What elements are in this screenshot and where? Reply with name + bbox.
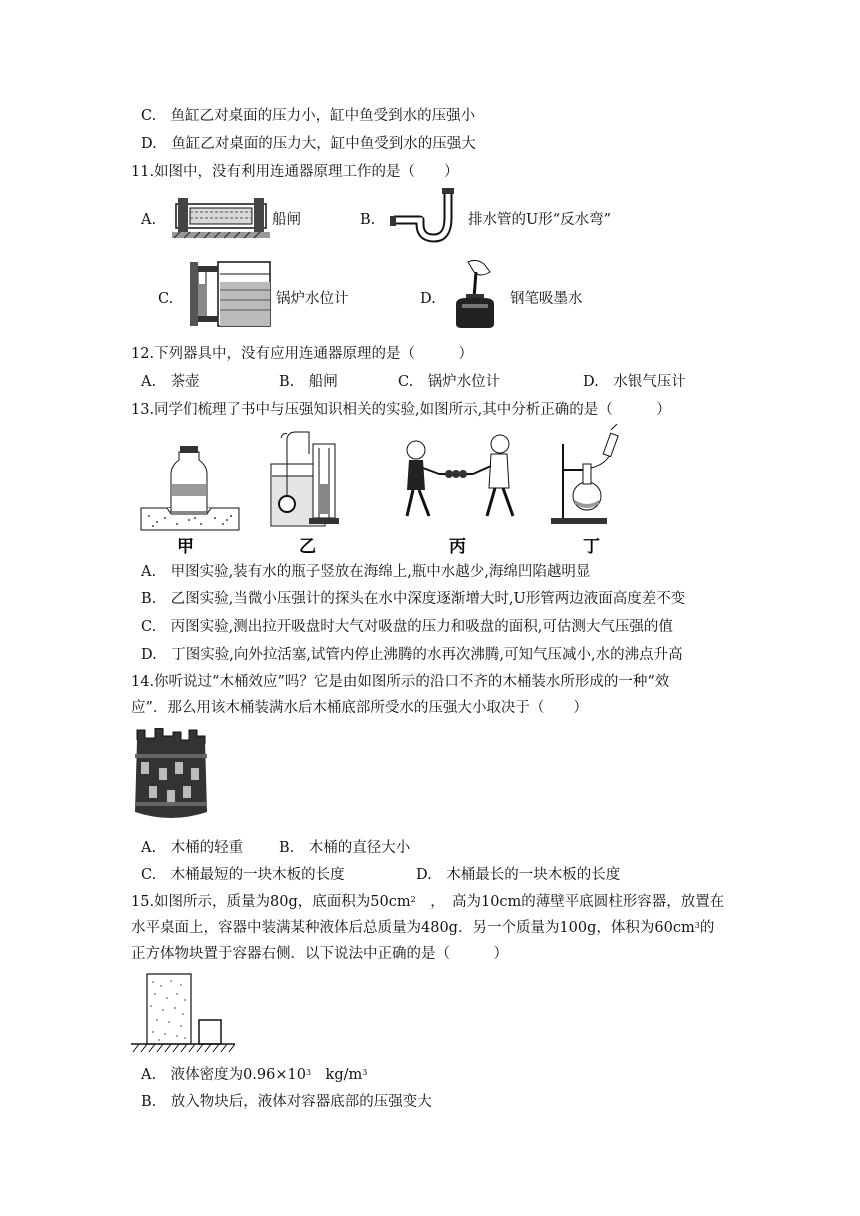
label-jia: 甲 <box>177 537 194 557</box>
q11-option-c-label: 锅炉水位计 <box>276 291 349 307</box>
flask-syringe-drawing <box>551 424 618 524</box>
q10-option-d: D. 鱼缸乙对桌面的压力大，缸中鱼受到水的压强大 <box>141 136 476 152</box>
q15-stem-line2 <box>131 918 714 938</box>
q15-option-a-unit: kg/m <box>311 1067 363 1083</box>
q13-option-c: C. 丙图实验,测出拉开吸盘时大气对吸盘的压力和吸盘的面积,可估测大气压强的值 <box>141 619 673 635</box>
bottle-on-sponge-drawing <box>141 446 239 530</box>
q11-stem: 11.如图中，没有利用连通器原理工作的是（ ） <box>131 164 459 180</box>
q14-stem-line1: 14.你听说过“木桶效应”吗？它是由如图所示的沿口不齐的木桶装水所形成的一种“效 <box>131 674 670 690</box>
q12-option-c: C. 锅炉水位计 <box>398 374 501 390</box>
boiler-water-gauge-figure <box>188 260 272 330</box>
q10-option-c: C. 鱼缸乙对桌面的压力小，缸中鱼受到水的压强小 <box>141 108 476 124</box>
q15-option-a-unit-sup: 3 <box>362 1068 368 1077</box>
q15-option-a-main: A. 液体密度为0.96×10 <box>141 1067 306 1083</box>
q12-stem: 12.下列器具中，没有应用连通器原理的是（ ） <box>131 346 474 362</box>
q12-option-b: B. 船闸 <box>279 374 338 390</box>
label-ding: 丁 <box>583 537 600 557</box>
label-yi: 乙 <box>299 537 316 557</box>
q13-stem: 13.同学们梳理了书中与压强知识相关的实验,如图所示,其中分析正确的是（ ） <box>131 402 671 418</box>
q14-option-b: B. 木桶的直径大小 <box>279 840 411 856</box>
q11-option-c-letter: C. <box>158 291 174 307</box>
q13-option-d: D. 丁图实验,向外拉活塞,试管内停止沸腾的水再次沸腾,可知气压减小,水的沸点升高 <box>141 647 683 663</box>
q13-option-a: A. 甲图实验,装有水的瓶子竖放在海绵上,瓶中水越少,海绵凹陷越明显 <box>141 564 591 580</box>
wooden-bucket-figure <box>131 728 211 826</box>
q11-option-a-letter: A. <box>141 212 157 228</box>
q15-sup-3: 3 <box>694 921 700 930</box>
q15-sup-2: 2 <box>410 895 416 904</box>
u-trap-drain-figure <box>388 188 468 246</box>
label-bing: 丙 <box>449 537 466 557</box>
q14-option-c: C. 木桶最短的一块木板的长度 <box>141 867 345 883</box>
q15-option-a <box>141 1065 367 1085</box>
q15-stem-line2-a: 水平桌面上，容器中装满某种液体后总质量为480g．另一个质量为100g，体积为60cm <box>131 920 695 936</box>
q14-stem-line2: 应”．那么用该木桶装满水后木桶底部所受水的压强大小取决于（ ） <box>131 700 588 716</box>
q11-option-d-label: 钢笔吸墨水 <box>510 291 583 307</box>
q15-stem-line1-b: ， 高为10cm的薄壁平底圆柱形容器，放置在 <box>415 894 725 910</box>
q11-option-b-letter: B. <box>360 212 376 228</box>
ship-lock-figure <box>172 194 270 240</box>
q15-stem-line1 <box>131 892 724 912</box>
q14-option-a: A. 木桶的轻重 <box>141 840 244 856</box>
q11-option-d-letter: D. <box>420 291 436 307</box>
fountain-pen-ink-figure <box>450 258 500 330</box>
q15-stem-line3: 正方体物块置于容器右侧．以下说法中正确的是（ ） <box>131 946 508 962</box>
q15-stem-line2-b: 的 <box>699 920 715 936</box>
q11-option-a-label: 船闸 <box>272 212 301 228</box>
q15-option-a-sup: 3 <box>305 1068 312 1077</box>
pressure-gauge-drawing <box>271 432 339 526</box>
container-and-block-figure <box>131 972 235 1054</box>
q12-option-a: A. 茶壶 <box>141 374 200 390</box>
q11-option-b-label: 排水管的U形“反水弯” <box>468 212 612 228</box>
tug-of-war-drawing <box>407 435 513 516</box>
q13-option-b: B. 乙图实验,当微小压强计的探头在水中深度逐渐增大时,U形管两边液面高度差不变 <box>141 591 686 607</box>
q14-option-d: D. 木桶最长的一块木板的长度 <box>416 867 621 883</box>
pressure-experiments-figure <box>131 424 635 558</box>
q12-option-d: D. 水银气压计 <box>583 374 686 390</box>
q15-option-b: B. 放入物块后，液体对容器底部的压强变大 <box>141 1094 432 1110</box>
q15-stem-line1-a: 15.如图所示，质量为80g，底面积为50cm <box>131 894 411 910</box>
